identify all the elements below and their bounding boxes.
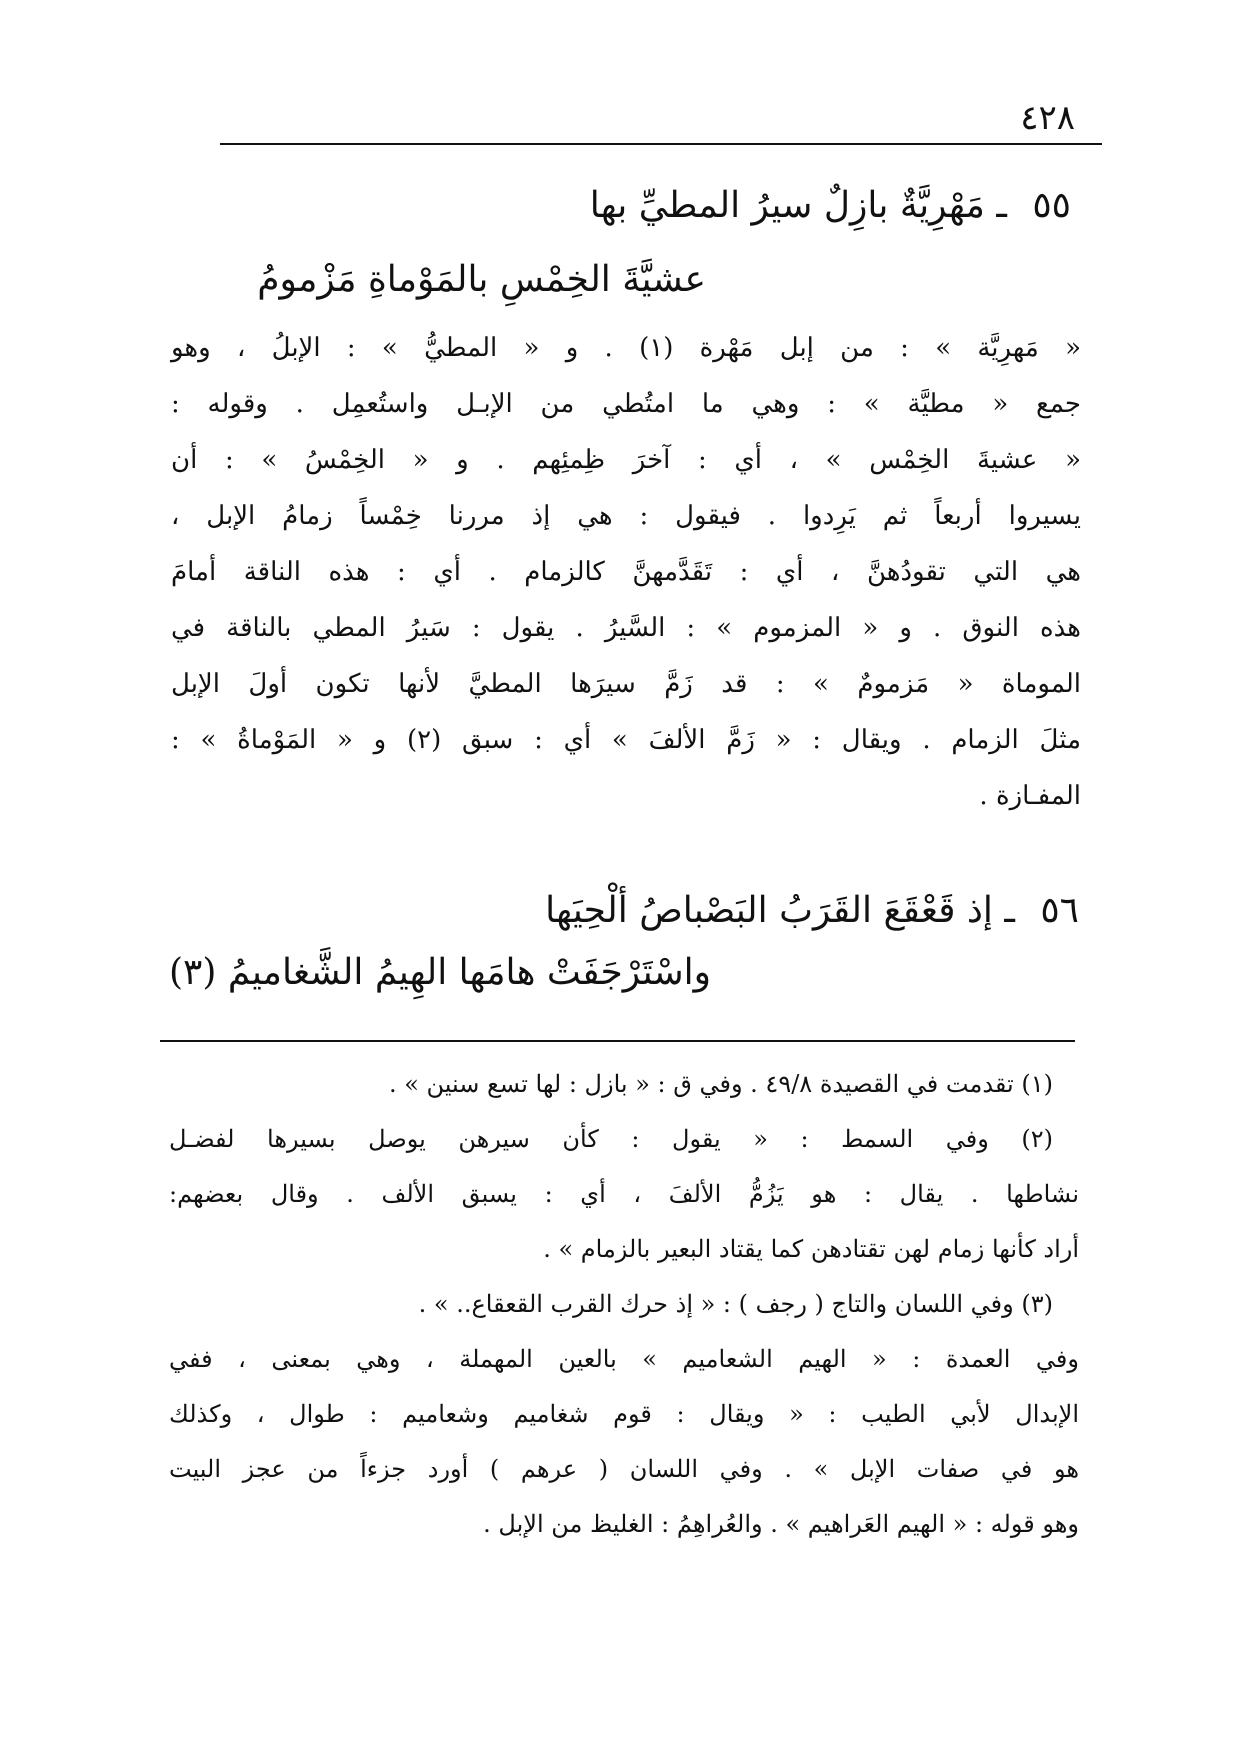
commentary-line: « عشيةَ الخِمْس » ، أي : آخرَ ظِمئِهم . و « الخِمْسُ » : أن	[171, 445, 1081, 475]
commentary-line: يسيروا أربعاً ثم يَرِدوا . فيقول : هي إذ مررنا خِمْساً زمامُ الإبل ،	[171, 501, 1081, 531]
verse-56-first-hemistich	[545, 887, 1079, 935]
commentary-line: هي التي تقودُهنَّ ، أي : تَقَدَّمهنَّ كالزمام . أي : هذه الناقة أمامَ	[171, 557, 1081, 587]
footnote-3-cont: وهو قوله : « الهيم العَراهيم » . والعُراهِمُ : الغليظ من الإبل .	[483, 1510, 1079, 1538]
commentary-line: مثلَ الزمام . ويقال : « زَمَّ الألفَ » أي : سبق (٢) و « المَوْماةُ » :	[171, 725, 1081, 755]
footnote-2: (٢) وفي السمط : « يقول : كأن سيرهن يوصل بسيرها لفضـل	[169, 1125, 1053, 1153]
commentary-line: المفـازة .	[979, 781, 1081, 811]
commentary-line: جمع « مطيَّة » : وهي ما امتُطي من الإبـل واستُعمِل . وقوله :	[171, 389, 1081, 419]
verse-56-line1: إذ قَعْقَعَ القَرَبُ البَصْباصُ ألْحِيَها	[545, 890, 993, 931]
footnote-3-cont: وفي العمدة : « الهيم الشعاميم » بالعين المهملة ، وهي بمعنى ، ففي	[169, 1345, 1079, 1373]
footnote-1: (١) تقدمت في القصيدة ٤٩/٨ . وفي ق : « بازل : لها تسع سنين » .	[388, 1070, 1053, 1098]
verse-56-dash: ـ	[1004, 890, 1015, 931]
verse-55-line1: مَهْرِيَّةٌ بازِلٌ سيرُ المطيِّ بها	[589, 185, 985, 226]
verse-55-first-hemistich	[590, 182, 1071, 230]
verse-55-dash: ـ	[996, 185, 1007, 226]
verse-56-number: ٥٦	[1040, 890, 1079, 931]
header-rule	[220, 143, 1102, 145]
verse-55-second-hemistich: عشيَّةَ الخِمْسِ بالمَوْماةِ مَزْمومُ	[257, 259, 706, 300]
verse-56-second-hemistich: واسْتَرْجَفَتْ هامَها الهِيمُ الشَّغاميمُ (٣)	[168, 952, 711, 993]
footnote-3-cont: هو في صفات الإبل » . وفي اللسان ( عرهم ) أورد جزءاً من عجز البيت	[169, 1455, 1079, 1483]
footnote-2-cont: أراد كأنها زمام لهن تقتادهن كما يقتاد البعير بالزمام » .	[543, 1235, 1079, 1263]
footnote-rule	[160, 1040, 1075, 1042]
commentary-line: الموماة « مَزمومٌ » : قد زَمَّ سيرَها المطيَّ لأنها تكون أولَ الإبل	[171, 669, 1081, 699]
verse-55-number: ٥٥	[1032, 185, 1071, 226]
footnotes	[169, 1057, 1079, 1552]
commentary-line: هذه النوق . و « المزموم » : السَّيرُ . يقول : سَيرُ المطي بالناقة في	[171, 613, 1081, 643]
footnote-3: (٣) وفي اللسان والتاج ( رجف ) : « إذ حرك القرب القعقاع.. » .	[418, 1290, 1053, 1318]
page-number: ٤٢٨	[1020, 98, 1075, 138]
commentary-55	[171, 320, 1081, 824]
commentary-line: « مَهرِيَّة » : من إبل مَهْرة (١) . و « المطيُّ » : الإبلُ ، وهو	[171, 333, 1081, 363]
footnote-3-cont: الإبدال لأبي الطيب : « ويقال : قوم شغاميم وشعاميم : طوال ، وكذلك	[169, 1400, 1079, 1428]
footnote-2-cont: نشاطها . يقال : هو يَزُمُّ الألفَ ، أي : يسبق الألف . وقال بعضهم:	[169, 1180, 1079, 1208]
